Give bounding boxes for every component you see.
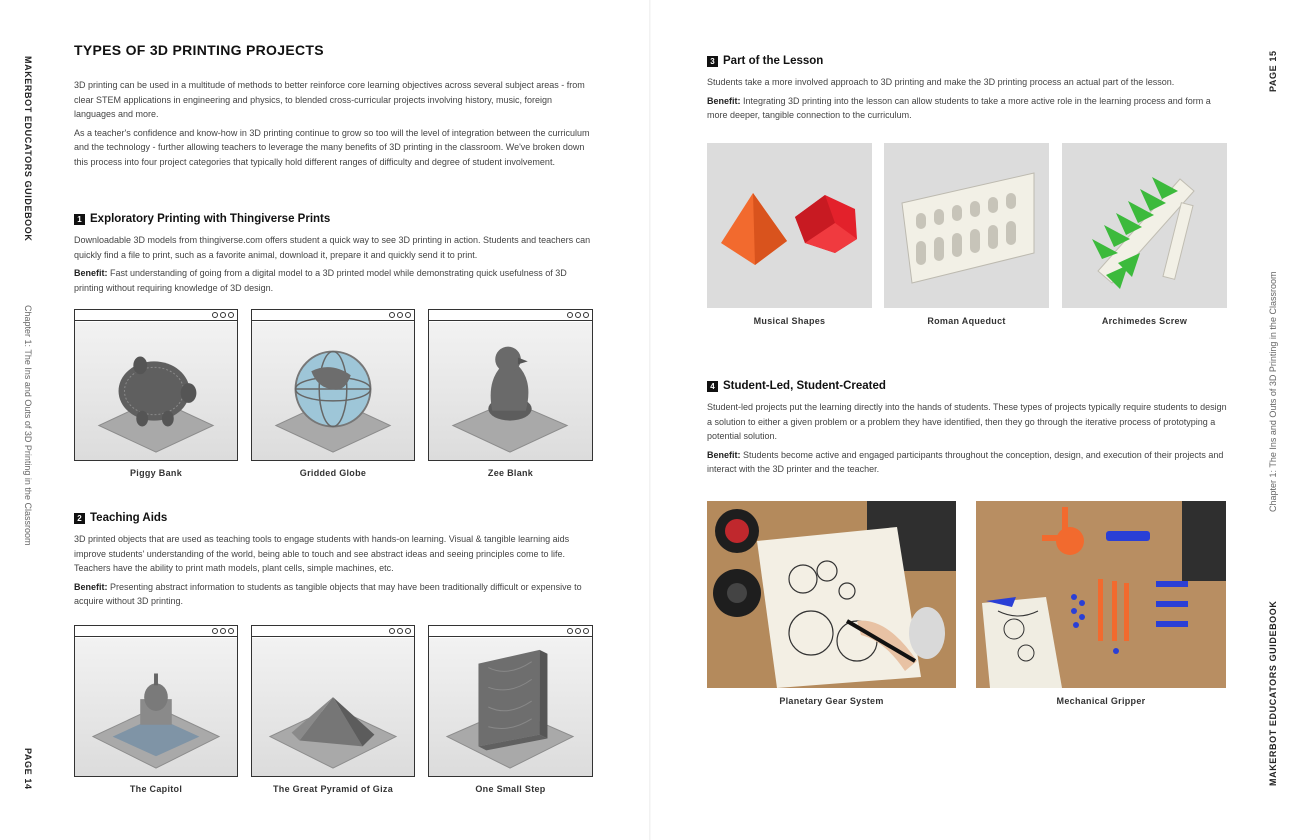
section-body: 3D printed objects that are used as teaching tools to engage students with hands-on learning. Visual & tangible learning aids improve students' understanding of the world, being able to touch and see abstract ideas and seeing principles come to life. Teachers have the ability to print math models, plant cells, simple machines, etc. xyxy=(74,534,570,573)
section-benefit xyxy=(74,266,594,295)
window-bar xyxy=(75,626,237,637)
left-guidebook-label: MAKERBOT EDUCATORS GUIDEBOOK xyxy=(23,56,33,242)
intro xyxy=(74,78,594,169)
model-window-pyramid xyxy=(251,625,415,777)
caption-one-small-step: One Small Step xyxy=(475,784,546,794)
benefit-label: Benefit: xyxy=(74,268,108,278)
window-bar xyxy=(429,310,592,321)
one-small-step-model xyxy=(429,638,592,776)
section-body: Downloadable 3D models from thingiverse.com offers student a quick way to see 3D printing in action. Students and teachers can quickly find a file to print, such as a favorite animal, download it, prepare it and quickly send it to print. xyxy=(74,235,591,260)
benefit-label: Benefit: xyxy=(707,449,741,460)
section-heading xyxy=(707,380,1227,392)
section-number: 2 xyxy=(74,513,85,524)
benefit-text: Students become active and engaged participants throughout the conception, design, and execution of their projects and interact with the 3D printer and the teacher. xyxy=(707,449,1224,474)
model-window-gridded-globe xyxy=(251,309,415,461)
intro-paragraph: 3D printing can be used in a multitude of methods to better reinforce core learning objectives across several subject areas - from clear STEM applications in engineering and physics, to blended cross-curricular projects involving history, music, foreign languages and more. xyxy=(74,80,585,119)
section-body: Student-led projects put the learning directly into the hands of students. These types of projects typically require students to design a solution to either a given problem or a problem they have identified, then they go through the iterative process of prototyping a potential solution. xyxy=(707,402,1227,441)
section-heading xyxy=(707,55,1227,67)
section-heading xyxy=(74,512,594,524)
caption-piggy-bank: Piggy Bank xyxy=(129,468,182,478)
benefit-text: Presenting abstract information to students as tangible objects that may have been traditionally difficult or expensive to acquire without 3D printing. xyxy=(74,581,582,606)
section-heading xyxy=(74,213,594,225)
window-bar xyxy=(75,310,237,321)
caption-roman-aqueduct: Roman Aqueduct xyxy=(927,316,1006,326)
photo-roman-aqueduct xyxy=(884,143,1049,308)
right-guidebook-label: MAKERBOT EDUCATORS GUIDEBOOK xyxy=(1268,600,1278,786)
benefit-text: Fast understanding of going from a digital model to a 3D printed model while demonstrating quick usefulness of 3D printing without requiring knowledge of 3D design. xyxy=(74,268,567,293)
zee-blank-model xyxy=(429,322,592,460)
planetary-gear-image xyxy=(707,501,956,688)
pyramid-model xyxy=(252,638,414,776)
piggy-bank-model xyxy=(75,322,237,460)
musical-shapes-image xyxy=(707,143,872,308)
window-bar xyxy=(252,626,414,637)
photo-musical-shapes xyxy=(707,143,872,308)
section-number: 3 xyxy=(707,56,718,67)
section-title: Exploratory Printing with Thingiverse Prints xyxy=(90,213,331,225)
section-body: Students take a more involved approach to 3D printing and make the 3D printing process an actual part of the lesson. xyxy=(707,77,1175,87)
left-page-number: PAGE 14 xyxy=(23,748,33,790)
model-window-zee-blank xyxy=(428,309,593,461)
window-bar xyxy=(429,626,592,637)
caption-gridded-globe: Gridded Globe xyxy=(299,468,367,478)
section-number: 1 xyxy=(74,214,85,225)
model-window-one-small-step xyxy=(428,625,593,777)
archimedes-screw-image xyxy=(1062,143,1227,308)
photo-planetary-gear-system xyxy=(707,501,956,688)
model-window-capitol xyxy=(74,625,238,777)
section-title: Teaching Aids xyxy=(90,512,168,524)
model-window-piggy-bank xyxy=(74,309,238,461)
caption-pyramid: The Great Pyramid of Giza xyxy=(272,784,394,794)
mechanical-gripper-image xyxy=(976,501,1226,688)
section-exploratory xyxy=(74,213,594,295)
caption-planetary-gear-system: Planetary Gear System xyxy=(779,696,884,706)
section-benefit xyxy=(707,94,1227,123)
section-part-of-lesson xyxy=(707,55,1227,123)
intro-paragraph: As a teacher's confidence and know-how in 3D printing continue to grow so too will the level of integration between the curriculum and the technology - further allowing teachers to leverage the many benefits of 3D printing in the classroom. We've broken down this process into four project categories that typically hold different ranges of difficulty and degree of student involvement. xyxy=(74,127,590,167)
page-gutter xyxy=(649,0,651,840)
right-page-number: PAGE 15 xyxy=(1268,50,1278,92)
benefit-label: Benefit: xyxy=(707,95,741,106)
section-benefit xyxy=(74,580,594,609)
section-title: Student-Led, Student-Created xyxy=(723,380,886,392)
section-student-led xyxy=(707,380,1227,477)
window-bar xyxy=(252,310,414,321)
section-benefit xyxy=(707,448,1227,477)
caption-archimedes-screw: Archimedes Screw xyxy=(1101,316,1188,326)
photo-archimedes-screw xyxy=(1062,143,1227,308)
caption-zee-blank: Zee Blank xyxy=(487,468,534,478)
benefit-label: Benefit: xyxy=(74,581,108,592)
benefit-text: Integrating 3D printing into the lesson can allow students to take a more active role in the learning process and form a more deeper, tangible connection to the curriculum. xyxy=(707,95,1211,120)
left-chapter-label: Chapter 1: The Ins and Outs of 3D Printing in the Classroom xyxy=(23,305,33,546)
right-chapter-label: Chapter 1: The Ins and Outs of 3D Printing in the Classroom xyxy=(1268,271,1278,512)
caption-musical-shapes: Musical Shapes xyxy=(753,316,826,326)
caption-capitol: The Capitol xyxy=(129,784,183,794)
page-title: TYPES OF 3D PRINTING PROJECTS xyxy=(74,42,324,58)
roman-aqueduct-image xyxy=(884,143,1049,308)
section-number: 4 xyxy=(707,381,718,392)
section-title: Part of the Lesson xyxy=(723,55,824,67)
capitol-model xyxy=(75,638,237,776)
caption-mechanical-gripper: Mechanical Gripper xyxy=(1056,696,1146,706)
photo-mechanical-gripper xyxy=(976,501,1226,688)
section-teaching-aids xyxy=(74,512,594,609)
gridded-globe-model xyxy=(252,322,414,460)
